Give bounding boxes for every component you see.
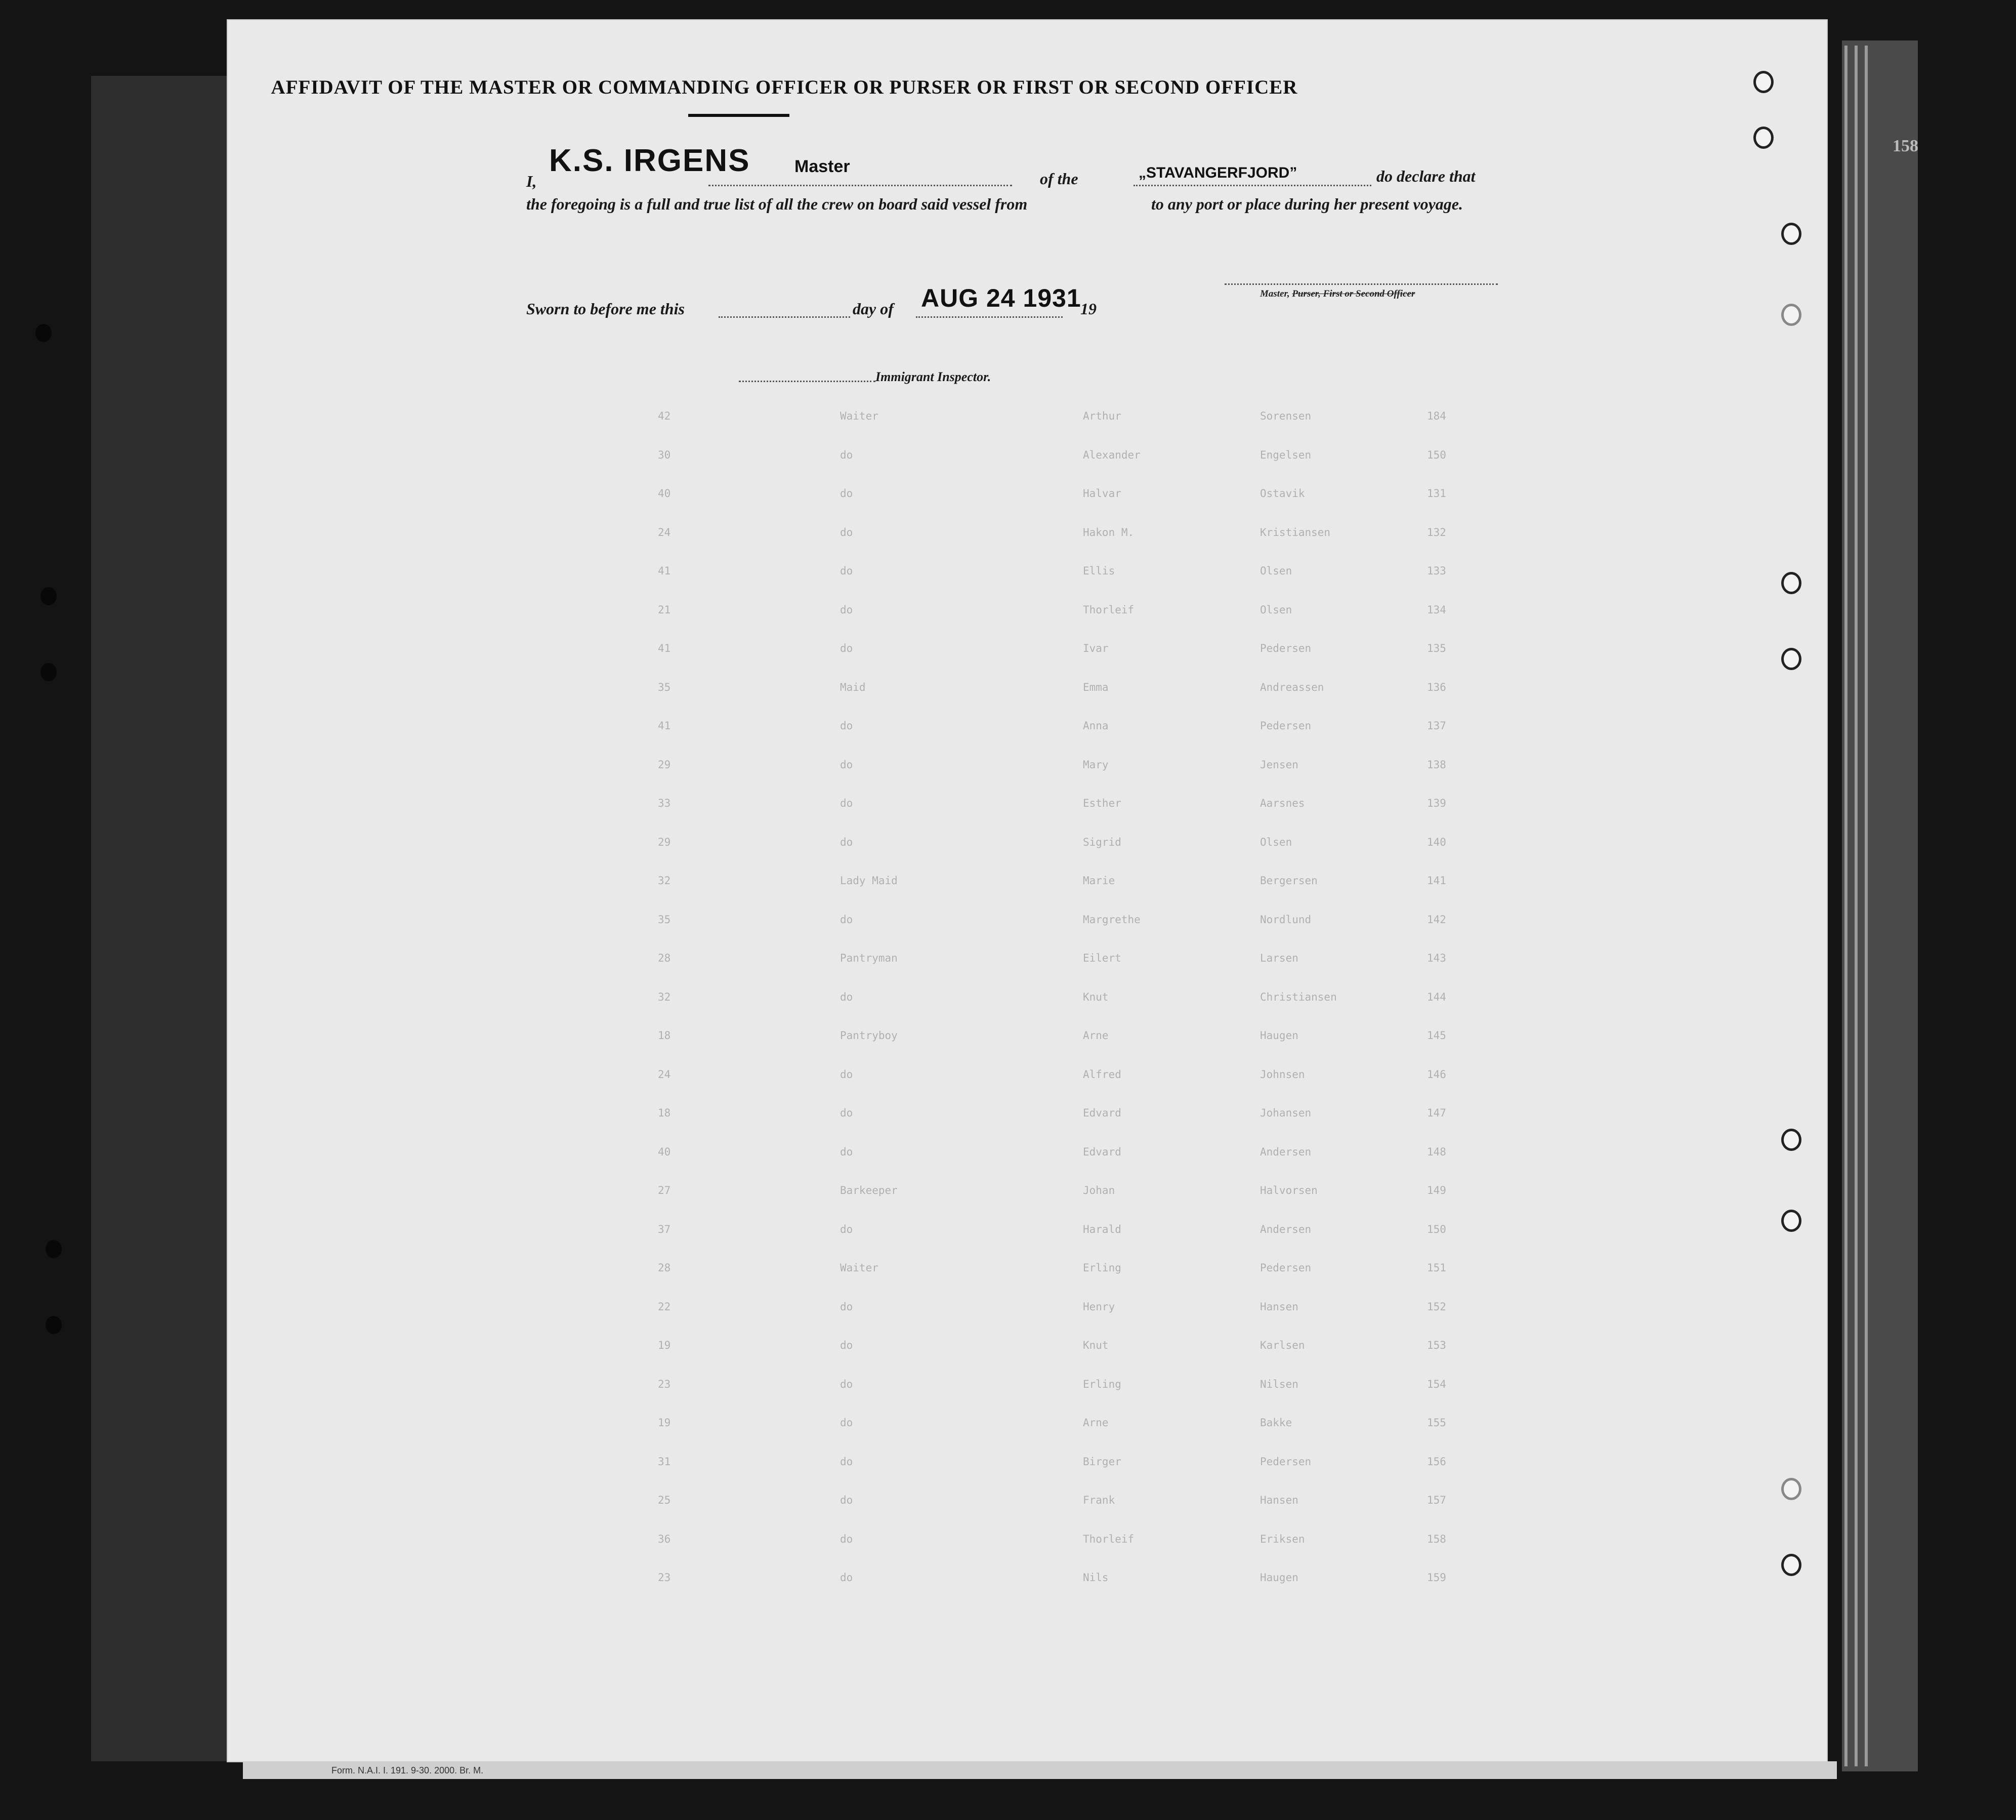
faded-cell-surname: Jensen bbox=[1260, 758, 1298, 771]
punch-hole bbox=[1781, 223, 1801, 245]
sworn-date-line bbox=[916, 316, 1063, 318]
faded-cell-surname: Sorensen bbox=[1260, 410, 1312, 422]
faded-cell-age: 28 bbox=[658, 952, 671, 964]
faded-row bbox=[324, 1146, 1751, 1162]
faded-cell-no: 151 bbox=[1427, 1262, 1446, 1274]
faded-cell-age: 40 bbox=[658, 487, 671, 500]
faded-cell-no: 147 bbox=[1427, 1107, 1446, 1119]
faded-cell-no: 144 bbox=[1427, 990, 1446, 1003]
faded-row bbox=[324, 797, 1751, 813]
faded-cell-rating: do bbox=[840, 448, 853, 461]
sworn-day-of: day of bbox=[853, 300, 894, 318]
faded-cell-no: 134 bbox=[1427, 603, 1446, 616]
faded-cell-age: 22 bbox=[658, 1300, 671, 1313]
margin-page-number: 158 bbox=[1893, 137, 1918, 155]
declaration-line2-end: to any port or place during her present voyage. bbox=[1151, 195, 1463, 213]
faded-cell-rating: do bbox=[840, 1455, 853, 1468]
faded-cell-age: 40 bbox=[658, 1145, 671, 1158]
faded-cell-age: 41 bbox=[658, 720, 671, 732]
faded-cell-surname: Olsen bbox=[1260, 603, 1292, 616]
faded-cell-rating: do bbox=[840, 1145, 853, 1158]
faded-cell-surname: Eriksen bbox=[1260, 1533, 1305, 1545]
faded-row bbox=[324, 1494, 1751, 1510]
faded-cell-rating: do bbox=[840, 720, 853, 732]
faded-cell-no: 142 bbox=[1427, 913, 1446, 926]
punch-hole bbox=[1753, 127, 1774, 149]
faded-cell-given: Erling bbox=[1083, 1378, 1121, 1390]
faded-cell-age: 30 bbox=[658, 448, 671, 461]
faded-cell-no: 141 bbox=[1427, 875, 1446, 887]
faded-cell-given: Esther bbox=[1083, 797, 1121, 809]
faded-cell-rating: Barkeeper bbox=[840, 1184, 898, 1196]
faded-cell-no: 152 bbox=[1427, 1300, 1446, 1313]
faded-cell-rating: do bbox=[840, 758, 853, 771]
faded-row bbox=[324, 1571, 1751, 1588]
faded-cell-age: 41 bbox=[658, 642, 671, 654]
faded-cell-no: 136 bbox=[1427, 681, 1446, 693]
faded-cell-given: Nils bbox=[1083, 1571, 1109, 1584]
faded-cell-age: 18 bbox=[658, 1029, 671, 1042]
faded-cell-surname: Haugen bbox=[1260, 1571, 1298, 1584]
faded-cell-surname: Nordlund bbox=[1260, 913, 1312, 926]
binder-hole bbox=[40, 587, 57, 605]
faded-cell-no: 155 bbox=[1427, 1417, 1446, 1429]
faded-cell-no: 145 bbox=[1427, 1029, 1446, 1042]
faded-row bbox=[324, 1378, 1751, 1394]
faded-cell-given: Harald bbox=[1083, 1223, 1121, 1235]
faded-cell-surname: Pedersen bbox=[1260, 720, 1312, 732]
faded-cell-surname: Pedersen bbox=[1260, 642, 1312, 654]
faded-cell-no: 131 bbox=[1427, 487, 1446, 500]
declaration-i: I, bbox=[526, 172, 537, 190]
faded-row bbox=[324, 1068, 1751, 1085]
binder-hole bbox=[40, 663, 57, 681]
faded-cell-rating: do bbox=[840, 642, 853, 654]
signature-caption bbox=[1260, 288, 1415, 300]
faded-cell-surname: Kristiansen bbox=[1260, 526, 1331, 539]
form-number: Form. N.A.I. I. 191. 9-30. 2000. Br. M. bbox=[331, 1765, 484, 1775]
faded-cell-no: 146 bbox=[1427, 1068, 1446, 1081]
punch-hole bbox=[1781, 1554, 1801, 1576]
faded-cell-given: Mary bbox=[1083, 758, 1109, 771]
faded-cell-surname: Karlsen bbox=[1260, 1339, 1305, 1351]
faded-cell-surname: Ostavik bbox=[1260, 487, 1305, 500]
faded-cell-given: Marie bbox=[1083, 875, 1115, 887]
faded-cell-surname: Christiansen bbox=[1260, 990, 1337, 1003]
faded-cell-surname: Pedersen bbox=[1260, 1455, 1312, 1468]
faded-cell-no: 150 bbox=[1427, 1223, 1446, 1235]
master-name-stamp: K.S. IRGENS bbox=[549, 143, 750, 178]
faded-cell-surname: Halvorsen bbox=[1260, 1184, 1318, 1196]
faded-row bbox=[324, 449, 1751, 465]
punch-hole bbox=[1753, 71, 1774, 93]
faded-cell-surname: Andersen bbox=[1260, 1145, 1312, 1158]
faded-cell-given: Thorleif bbox=[1083, 603, 1135, 616]
faded-cell-surname: Bergersen bbox=[1260, 875, 1318, 887]
faded-cell-age: 41 bbox=[658, 565, 671, 577]
faded-cell-no: 138 bbox=[1427, 758, 1446, 771]
faded-cell-age: 23 bbox=[658, 1571, 671, 1584]
faded-cell-age: 19 bbox=[658, 1339, 671, 1351]
faded-row bbox=[324, 642, 1751, 658]
faded-cell-given: Alexander bbox=[1083, 448, 1141, 461]
faded-cell-no: 184 bbox=[1427, 410, 1446, 422]
faded-cell-age: 18 bbox=[658, 1107, 671, 1119]
faded-cell-given: Arne bbox=[1083, 1029, 1109, 1042]
faded-cell-no: 133 bbox=[1427, 565, 1446, 577]
faded-cell-rating: do bbox=[840, 1417, 853, 1429]
faded-cell-given: Alfred bbox=[1083, 1068, 1121, 1081]
faded-cell-rating: do bbox=[840, 1494, 853, 1506]
faded-cell-rating: Waiter bbox=[840, 410, 878, 422]
faded-cell-surname: Olsen bbox=[1260, 565, 1292, 577]
faded-cell-surname: Larsen bbox=[1260, 952, 1298, 964]
declaration-line2: the foregoing is a full and true list of all the crew on board said vessel from bbox=[526, 195, 1028, 213]
sworn-date-stamp: AUG 24 1931 bbox=[921, 284, 1081, 312]
faded-row bbox=[324, 720, 1751, 736]
punch-hole bbox=[1781, 304, 1801, 326]
faded-cell-surname: Haugen bbox=[1260, 1029, 1298, 1042]
faded-cell-no: 149 bbox=[1427, 1184, 1446, 1196]
faded-cell-rating: do bbox=[840, 1068, 853, 1081]
faded-cell-given: Halvar bbox=[1083, 487, 1121, 500]
faded-cell-no: 150 bbox=[1427, 448, 1446, 461]
faded-row bbox=[324, 1029, 1751, 1046]
faded-cell-rating: do bbox=[840, 565, 853, 577]
faded-cell-age: 35 bbox=[658, 913, 671, 926]
faded-cell-rating: do bbox=[840, 526, 853, 539]
punch-hole bbox=[1781, 1478, 1801, 1500]
faded-row bbox=[324, 1223, 1751, 1239]
faded-row bbox=[324, 836, 1751, 852]
faded-cell-age: 35 bbox=[658, 681, 671, 693]
faded-row bbox=[324, 759, 1751, 775]
faded-cell-given: Frank bbox=[1083, 1494, 1115, 1506]
faded-row bbox=[324, 991, 1751, 1007]
faded-cell-given: Emma bbox=[1083, 681, 1109, 693]
sheet-edge bbox=[1865, 46, 1868, 1766]
faded-row bbox=[324, 914, 1751, 930]
faded-cell-given: Arne bbox=[1083, 1417, 1109, 1429]
immigrant-inspector-caption: Immigrant Inspector. bbox=[875, 369, 991, 384]
heading-rule bbox=[688, 114, 789, 117]
vessel-name-stamp: „STAVANGERFJORD” bbox=[1139, 164, 1297, 181]
faded-cell-given: Anna bbox=[1083, 720, 1109, 732]
faded-cell-rating: do bbox=[840, 1339, 853, 1351]
faded-cell-no: 137 bbox=[1427, 720, 1446, 732]
faded-cell-age: 29 bbox=[658, 836, 671, 848]
faded-cell-given: Ivar bbox=[1083, 642, 1109, 654]
faded-cell-surname: Hansen bbox=[1260, 1494, 1298, 1506]
faded-cell-no: 156 bbox=[1427, 1455, 1446, 1468]
faded-cell-surname: Nilsen bbox=[1260, 1378, 1298, 1390]
faded-row bbox=[324, 681, 1751, 697]
faded-row bbox=[324, 487, 1751, 504]
faded-row bbox=[324, 1533, 1751, 1549]
faded-cell-rating: do bbox=[840, 487, 853, 500]
faded-cell-given: Henry bbox=[1083, 1300, 1115, 1313]
faded-cell-age: 29 bbox=[658, 758, 671, 771]
faded-cell-rating: do bbox=[840, 1223, 853, 1235]
faded-cell-rating: Pantryman bbox=[840, 952, 898, 964]
faded-row bbox=[324, 1107, 1751, 1123]
faded-cell-surname: Johansen bbox=[1260, 1107, 1312, 1119]
affidavit-heading: AFFIDAVIT OF THE MASTER OR COMMANDING OFFICER OR PURSER OR FIRST OR SECOND OFFICER bbox=[271, 76, 1298, 98]
faded-cell-rating: do bbox=[840, 990, 853, 1003]
faded-cell-age: 21 bbox=[658, 603, 671, 616]
faded-cell-given: Birger bbox=[1083, 1455, 1121, 1468]
faded-cell-rating: do bbox=[840, 1533, 853, 1545]
faded-cell-rating: do bbox=[840, 603, 853, 616]
faded-cell-rating: do bbox=[840, 1300, 853, 1313]
faded-cell-surname: Engelsen bbox=[1260, 448, 1312, 461]
signature-caption-struck: Purser, First or Second Officer bbox=[1292, 288, 1415, 299]
faded-row bbox=[324, 875, 1751, 891]
faded-cell-given: Margrethe bbox=[1083, 913, 1141, 926]
rank-stamp: Master bbox=[794, 157, 850, 176]
faded-cell-surname: Olsen bbox=[1260, 836, 1292, 848]
faded-cell-no: 157 bbox=[1427, 1494, 1446, 1506]
faded-row bbox=[324, 1456, 1751, 1472]
faded-row bbox=[324, 1339, 1751, 1355]
faded-row bbox=[324, 410, 1751, 426]
faded-row bbox=[324, 565, 1751, 581]
faded-row bbox=[324, 604, 1751, 620]
faded-cell-age: 32 bbox=[658, 990, 671, 1003]
binder-hole bbox=[46, 1240, 62, 1258]
declaration-do-declare: do declare that bbox=[1376, 167, 1476, 185]
faded-cell-no: 135 bbox=[1427, 642, 1446, 654]
signature-line bbox=[1225, 283, 1498, 285]
faded-cell-surname: Hansen bbox=[1260, 1300, 1298, 1313]
sworn-day-line bbox=[719, 316, 850, 318]
faded-cell-given: Knut bbox=[1083, 1339, 1109, 1351]
punch-hole bbox=[1781, 1129, 1801, 1151]
faded-cell-no: 132 bbox=[1427, 526, 1446, 539]
faded-cell-rating: Lady Maid bbox=[840, 875, 898, 887]
faded-cell-no: 140 bbox=[1427, 836, 1446, 848]
faded-cell-given: Edvard bbox=[1083, 1107, 1121, 1119]
faded-cell-rating: Pantryboy bbox=[840, 1029, 898, 1042]
faded-cell-surname: Bakke bbox=[1260, 1417, 1292, 1429]
vessel-line bbox=[1133, 185, 1371, 186]
faded-cell-given: Hakon M. bbox=[1083, 526, 1135, 539]
faded-row bbox=[324, 952, 1751, 968]
punch-hole bbox=[1781, 572, 1801, 594]
faded-cell-age: 33 bbox=[658, 797, 671, 809]
faded-cell-rating: do bbox=[840, 1378, 853, 1390]
faded-cell-age: 25 bbox=[658, 1494, 671, 1506]
faded-cell-given: Johan bbox=[1083, 1184, 1115, 1196]
rank-line bbox=[708, 185, 1012, 186]
inspector-line bbox=[739, 381, 875, 382]
faded-cell-given: Edvard bbox=[1083, 1145, 1121, 1158]
faded-cell-surname: Aarsnes bbox=[1260, 797, 1305, 809]
faded-cell-given: Knut bbox=[1083, 990, 1109, 1003]
faded-cell-no: 154 bbox=[1427, 1378, 1446, 1390]
faded-row bbox=[324, 1184, 1751, 1201]
faded-cell-no: 139 bbox=[1427, 797, 1446, 809]
faded-row bbox=[324, 526, 1751, 543]
faded-cell-no: 158 bbox=[1427, 1533, 1446, 1545]
faded-cell-surname: Pedersen bbox=[1260, 1262, 1312, 1274]
faded-cell-no: 143 bbox=[1427, 952, 1446, 964]
faded-cell-age: 23 bbox=[658, 1378, 671, 1390]
faded-cell-rating: do bbox=[840, 1107, 853, 1119]
faded-cell-no: 153 bbox=[1427, 1339, 1446, 1351]
faded-cell-rating: do bbox=[840, 913, 853, 926]
faded-cell-age: 31 bbox=[658, 1455, 671, 1468]
binder-hole bbox=[35, 324, 52, 342]
faded-cell-age: 32 bbox=[658, 875, 671, 887]
faded-cell-age: 27 bbox=[658, 1184, 671, 1196]
faded-cell-given: Arthur bbox=[1083, 410, 1121, 422]
punch-hole bbox=[1781, 648, 1801, 670]
faded-row bbox=[324, 1301, 1751, 1317]
faded-cell-given: Eilert bbox=[1083, 952, 1121, 964]
faded-cell-surname: Andersen bbox=[1260, 1223, 1312, 1235]
faded-cell-given: Sigrid bbox=[1083, 836, 1121, 848]
sworn-label: Sworn to before me this bbox=[526, 300, 685, 318]
faded-cell-age: 37 bbox=[658, 1223, 671, 1235]
faded-cell-given: Erling bbox=[1083, 1262, 1121, 1274]
faded-cell-given: Ellis bbox=[1083, 565, 1115, 577]
faded-row bbox=[324, 1417, 1751, 1433]
faded-cell-no: 159 bbox=[1427, 1571, 1446, 1584]
faded-cell-rating: do bbox=[840, 797, 853, 809]
faded-cell-rating: Maid bbox=[840, 681, 866, 693]
underlying-sheet-right bbox=[1842, 40, 1918, 1771]
faded-cell-age: 24 bbox=[658, 1068, 671, 1081]
faded-cell-rating: do bbox=[840, 836, 853, 848]
sheet-edge bbox=[1844, 46, 1847, 1766]
signature-caption-master: Master, bbox=[1260, 288, 1292, 299]
sheet-edge bbox=[1855, 46, 1858, 1766]
sworn-year: 19 bbox=[1080, 300, 1097, 318]
faded-cell-surname: Andreassen bbox=[1260, 681, 1324, 693]
faded-row bbox=[324, 1262, 1751, 1278]
declaration-of-the: of the bbox=[1040, 170, 1078, 188]
faded-cell-surname: Johnsen bbox=[1260, 1068, 1305, 1081]
faded-cell-given: Thorleif bbox=[1083, 1533, 1135, 1545]
punch-hole bbox=[1781, 1210, 1801, 1232]
faded-cell-rating: do bbox=[840, 1571, 853, 1584]
faded-cell-rating: Waiter bbox=[840, 1262, 878, 1274]
faded-cell-age: 24 bbox=[658, 526, 671, 539]
faded-cell-no: 148 bbox=[1427, 1145, 1446, 1158]
faded-cell-age: 42 bbox=[658, 410, 671, 422]
binder-hole bbox=[46, 1316, 62, 1334]
faded-cell-age: 36 bbox=[658, 1533, 671, 1545]
faded-cell-age: 19 bbox=[658, 1417, 671, 1429]
faded-cell-age: 28 bbox=[658, 1262, 671, 1274]
